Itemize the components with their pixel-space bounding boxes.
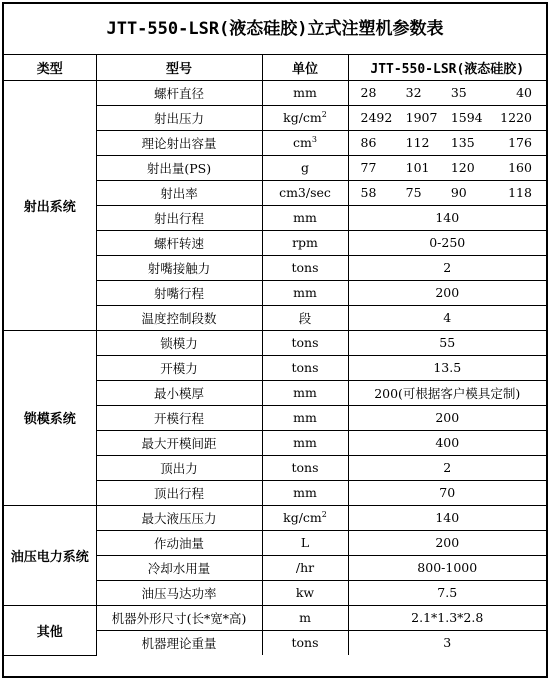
value-cell: 4 — [348, 305, 546, 330]
value-cell: 77 101 120 160 — [348, 155, 546, 180]
value-cell: 140 — [348, 505, 546, 530]
value-cell: 55 — [348, 330, 546, 355]
unit-cell: $kg/cm^2$ — [262, 105, 348, 130]
unit-cell: kw — [262, 580, 348, 605]
table-row — [4, 80, 546, 105]
value-cell: 0-250 — [348, 230, 546, 255]
value-cell: 3 — [348, 630, 546, 655]
unit-cell: mm — [262, 405, 348, 430]
unit-cell: tons — [262, 330, 348, 355]
value-cell: 2.1*1.3*2.8 — [348, 605, 546, 630]
unit-cell: tons — [262, 355, 348, 380]
param-cell: 螺杆转速 — [96, 230, 262, 255]
unit-cell: 段 — [262, 305, 348, 330]
param-cell: 开模力 — [96, 355, 262, 380]
value-cell: 140 — [348, 205, 546, 230]
spec-table — [4, 55, 546, 656]
spec-sheet — [2, 2, 548, 678]
value-cell: 200(可根据客户模具定制) — [348, 380, 546, 405]
param-cell: 顶出力 — [96, 455, 262, 480]
value-cell: 200 — [348, 530, 546, 555]
unit-cell: g — [262, 155, 348, 180]
value-cell: 800-1000 — [348, 555, 546, 580]
unit-cell: tons — [262, 630, 348, 655]
param-cell: 射出压力 — [96, 105, 262, 130]
param-cell: 螺杆直径 — [96, 80, 262, 105]
value-cell: 2 — [348, 455, 546, 480]
header-unit: 单位 — [262, 55, 348, 80]
param-cell: 冷却水用量 — [96, 555, 262, 580]
unit-cell: tons — [262, 455, 348, 480]
category-hydraulic: 油压电力系统 — [4, 505, 96, 605]
category-other: 其他 — [4, 605, 96, 655]
unit-cell: $kg/cm^2$ — [262, 505, 348, 530]
page-title: JTT-550-LSR(液态硅胶)立式注塑机参数表 — [4, 4, 546, 55]
header-row — [4, 55, 546, 80]
param-cell: 作动油量 — [96, 530, 262, 555]
table-row — [4, 330, 546, 355]
unit-cell: mm — [262, 430, 348, 455]
value-cell: 28 32 35 40 — [348, 80, 546, 105]
param-cell: 最小模厚 — [96, 380, 262, 405]
value-cell: 2 — [348, 255, 546, 280]
param-cell: 射出率 — [96, 180, 262, 205]
value-cell: 200 — [348, 280, 546, 305]
header-machine: JTT-550-LSR(液态硅胶) — [348, 55, 546, 80]
unit-cell: /hr — [262, 555, 348, 580]
unit-cell: mm — [262, 80, 348, 105]
unit-cell: $cm^3$ — [262, 130, 348, 155]
param-cell: 射出行程 — [96, 205, 262, 230]
param-cell: 锁模力 — [96, 330, 262, 355]
category-injection: 射出系统 — [4, 80, 96, 330]
value-cell: 400 — [348, 430, 546, 455]
unit-cell: mm — [262, 380, 348, 405]
param-cell: 顶出行程 — [96, 480, 262, 505]
unit-cell: tons — [262, 255, 348, 280]
table-row — [4, 605, 546, 630]
value-cell: 70 — [348, 480, 546, 505]
table-row — [4, 505, 546, 530]
value-cell: 13.5 — [348, 355, 546, 380]
header-model: 型号 — [96, 55, 262, 80]
header-type: 类型 — [4, 55, 96, 80]
unit-cell: L — [262, 530, 348, 555]
value-cell: 7.5 — [348, 580, 546, 605]
param-cell: 射嘴接触力 — [96, 255, 262, 280]
unit-cell: mm — [262, 480, 348, 505]
param-cell: 温度控制段数 — [96, 305, 262, 330]
value-cell: 2492 1907 1594 1220 — [348, 105, 546, 130]
value-cell: 58 75 90 118 — [348, 180, 546, 205]
param-cell: 机器理论重量 — [96, 630, 262, 655]
param-cell: 油压马达功率 — [96, 580, 262, 605]
param-cell: 射嘴行程 — [96, 280, 262, 305]
value-cell: 200 — [348, 405, 546, 430]
param-cell: 最大液压压力 — [96, 505, 262, 530]
unit-cell: mm — [262, 205, 348, 230]
value-cell: 86 112 135 176 — [348, 130, 546, 155]
param-cell: 最大开模间距 — [96, 430, 262, 455]
param-cell: 开模行程 — [96, 405, 262, 430]
unit-cell: mm — [262, 280, 348, 305]
param-cell: 理论射出容量 — [96, 130, 262, 155]
unit-cell: cm3/sec — [262, 180, 348, 205]
category-clamping: 锁模系统 — [4, 330, 96, 505]
unit-cell: rpm — [262, 230, 348, 255]
param-cell: 机器外形尺寸(长*宽*高) — [96, 605, 262, 630]
unit-cell: m — [262, 605, 348, 630]
param-cell: 射出量(PS) — [96, 155, 262, 180]
